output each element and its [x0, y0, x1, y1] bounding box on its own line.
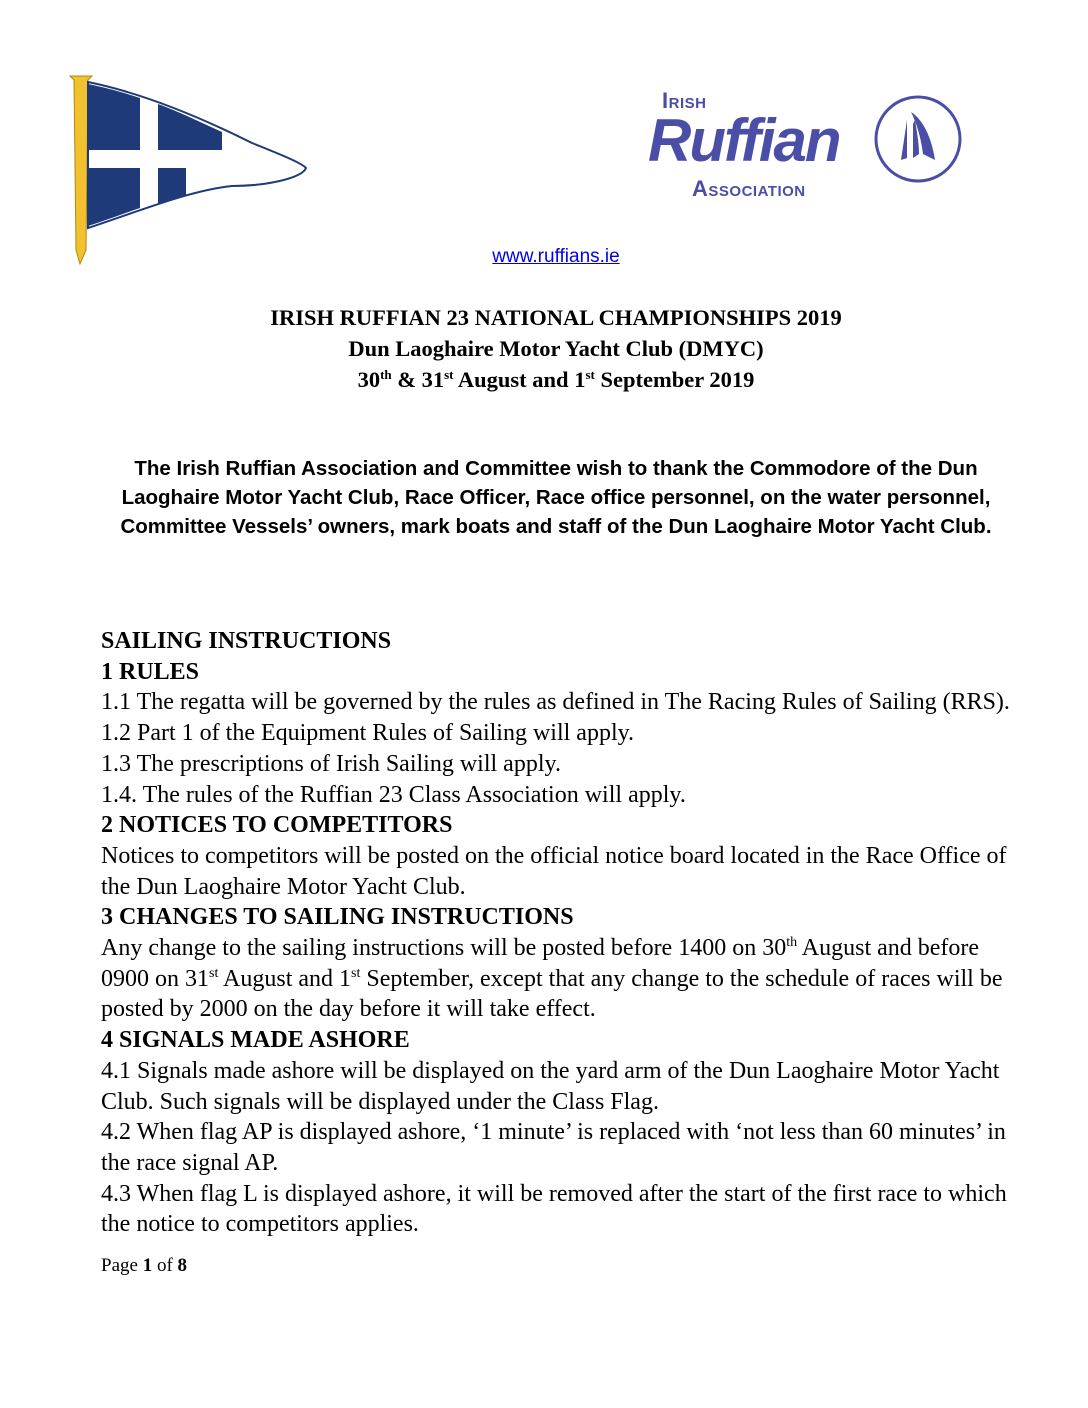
logo-line-irish: Irish: [662, 88, 707, 113]
website-link[interactable]: www.ruffians.ie: [492, 246, 620, 267]
title-line-3: 30th & 31st August and 1st September 2019: [357, 367, 755, 392]
rule-1-2: 1.2 Part 1 of the Equipment Rules of Sailing will apply.: [101, 720, 635, 747]
signal-4-3: 4.3 When flag L is displayed ashore, it will be removed after the start of the first race to which the notice to competitors applies.: [101, 1180, 1007, 1238]
section-heading-sailing-instructions: SAILING INSTRUCTIONS: [101, 628, 392, 654]
section-heading-changes: 3 CHANGES TO SAILING INSTRUCTIONS: [101, 904, 574, 931]
total-pages-number: 8: [177, 1255, 188, 1276]
changes-text: Any change to the sailing instructions will be posted before 1400 on 30th August and before 0900 on 31st August and 1st September, except that any change to the schedule of races will be posted by 2000 on the day before it will take effect.: [101, 935, 1003, 1023]
burgee-flag-logo: [62, 68, 312, 268]
section-heading-signals: 4 SIGNALS MADE ASHORE: [101, 1027, 410, 1054]
website-link-row: [0, 246, 1088, 268]
logo-line-ruffian: Ruffian: [648, 107, 840, 174]
rule-1-4: 1.4. The rules of the Ruffian 23 Class Association will apply.: [101, 781, 686, 808]
signal-4-2: 4.2 When flag AP is displayed ashore, ‘1 minute’ is replaced with ‘not less than 60 minutes’ in the race signal AP.: [101, 1119, 1006, 1176]
title-line-1: IRISH RUFFIAN 23 NATIONAL CHAMPIONSHIPS 2019: [270, 305, 842, 330]
current-page-number: 1: [142, 1255, 153, 1276]
sailing-instructions-body: [101, 626, 1021, 1240]
rule-1-3: 1.3 The prescriptions of Irish Sailing will apply.: [101, 750, 561, 777]
logo-line-association: Association: [692, 176, 806, 201]
title-line-2: Dun Laoghaire Motor Yacht Club (DMYC): [348, 336, 764, 361]
flag-quadrant-bottom-right: [158, 168, 186, 204]
thanks-paragraph: The Irish Ruffian Association and Committee wish to thank the Commodore of the Dun Laoghaire Motor Yacht Club, Race Officer, Race office personnel, on the water personnel, Committee Vessels’ owners, mark boats and staff of the Dun Laoghaire Motor Yacht Club.: [120, 457, 992, 538]
document-title: [0, 302, 1088, 395]
sail-emblem-icon: [873, 94, 963, 184]
page-number-footer: Page 1 of 8: [101, 1255, 188, 1276]
section-heading-notices: 2 NOTICES TO COMPETITORS: [101, 812, 453, 839]
section-heading-rules: 1 RULES: [101, 658, 200, 685]
irish-ruffian-association-logo: [648, 84, 968, 206]
rule-1-1: 1.1 The regatta will be governed by the rules as defined in The Racing Rules of Sailing (RRS).: [101, 689, 1010, 716]
signal-4-1: 4.1 Signals made ashore will be displayed on the yard arm of the Dun Laoghaire Motor Yacht Club. Such signals will be displayed under the Class Flag.: [101, 1057, 1000, 1115]
notices-text: Notices to competitors will be posted on the official notice board located in the Race Office of the Dun Laoghaire Motor Yacht Club.: [101, 842, 1007, 900]
